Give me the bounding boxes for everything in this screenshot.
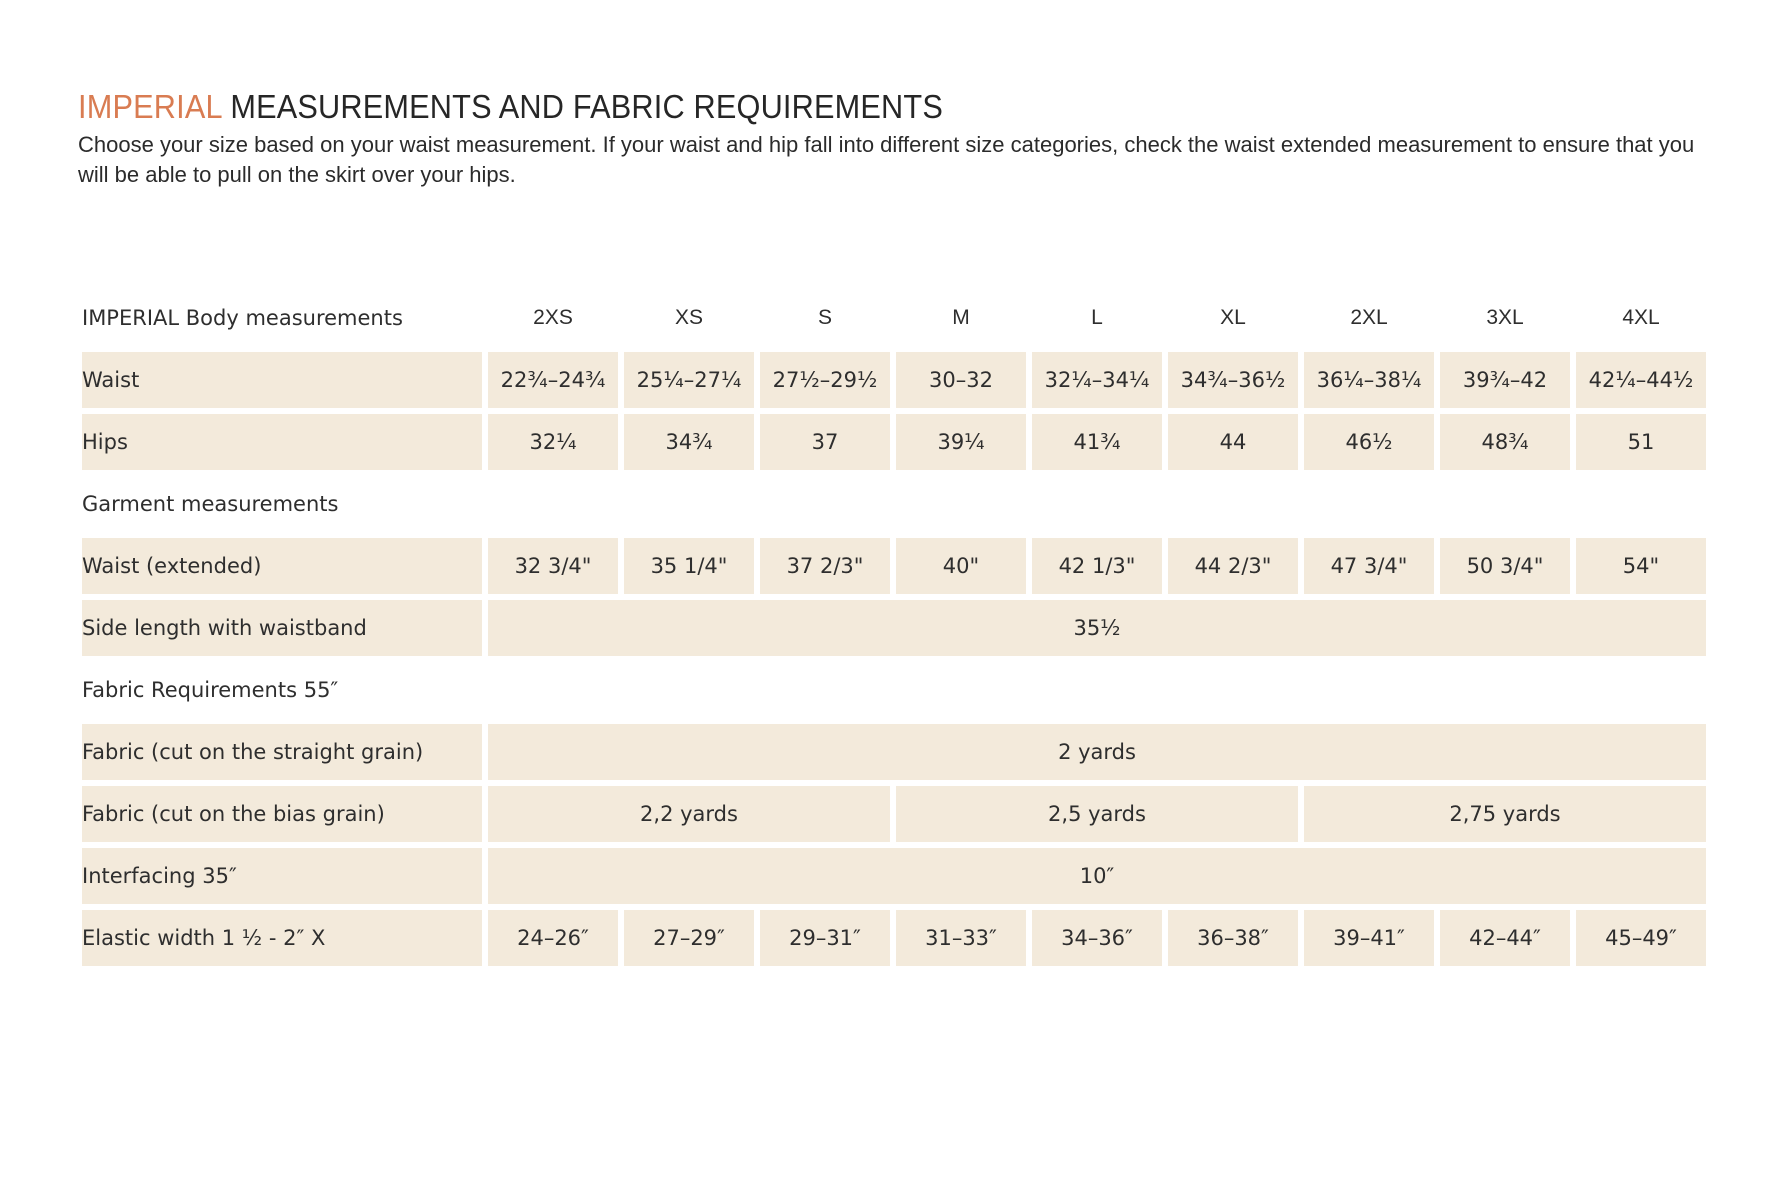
elastic-cell: 34–36″ — [1032, 910, 1162, 966]
waist-extended-cell: 44 2/3" — [1168, 538, 1298, 594]
table-row-elastic — [82, 910, 1706, 966]
hips-cell: 34¾ — [624, 414, 754, 470]
waist-cell: 42¼–44½ — [1576, 352, 1706, 408]
row-label-fabric-bias: Fabric (cut on the bias grain) — [82, 786, 482, 842]
waist-cell: 22¾–24¾ — [488, 352, 618, 408]
waist-cell: 30–32 — [896, 352, 1026, 408]
size-header-row — [82, 290, 1706, 346]
waist-extended-cell: 50 3/4" — [1440, 538, 1570, 594]
waist-extended-cell: 47 3/4" — [1304, 538, 1434, 594]
size-header: L — [1091, 306, 1103, 329]
elastic-cell: 24–26″ — [488, 910, 618, 966]
size-header: 3XL — [1486, 306, 1524, 329]
size-header: XS — [674, 306, 703, 329]
size-header: 2XS — [533, 306, 573, 329]
waist-cell: 25¼–27¼ — [624, 352, 754, 408]
row-label-fabric-straight: Fabric (cut on the straight grain) — [82, 724, 482, 780]
page-title-rest: MEASUREMENTS AND FABRIC REQUIREMENTS — [221, 88, 943, 125]
section-label-garment: Garment measurements — [82, 492, 339, 516]
intro-paragraph: Choose your size based on your waist measurement. If your waist and hip fall into different size categories, check the waist extended measurement to ensure that you will be able to pull on the skirt over your hips. — [78, 132, 1695, 187]
table-row-side-length — [82, 600, 1706, 656]
hips-cell: 39¼ — [896, 414, 1026, 470]
elastic-cell: 36–38″ — [1168, 910, 1298, 966]
row-label-side-length: Side length with waistband — [82, 600, 482, 656]
table-title: IMPERIAL Body measurements — [82, 306, 403, 330]
size-chart-body — [82, 290, 1706, 966]
table-row-waist — [82, 352, 1706, 408]
table-row-fabric-straight — [82, 724, 1706, 780]
fabric-bias-value-medium: 2,5 yards — [896, 786, 1298, 842]
hips-cell: 51 — [1576, 414, 1706, 470]
table-row-waist-extended — [82, 538, 1706, 594]
table-row-interfacing — [82, 848, 1706, 904]
section-label-fabric: Fabric Requirements 55″ — [82, 678, 339, 702]
elastic-cell: 29–31″ — [760, 910, 890, 966]
elastic-cell: 27–29″ — [624, 910, 754, 966]
page-title-accent: IMPERIAL — [78, 88, 222, 125]
fabric-bias-value-small: 2,2 yards — [488, 786, 890, 842]
waist-extended-cell: 54" — [1576, 538, 1706, 594]
hips-cell: 41¾ — [1032, 414, 1162, 470]
elastic-cell: 39–41″ — [1304, 910, 1434, 966]
hips-cell: 32¼ — [488, 414, 618, 470]
waist-cell: 39¾–42 — [1440, 352, 1570, 408]
row-label-waist-extended: Waist (extended) — [82, 538, 482, 594]
waist-cell: 34¾–36½ — [1168, 352, 1298, 408]
section-row-fabric — [82, 662, 1706, 718]
page-title — [78, 88, 943, 126]
elastic-cell: 31–33″ — [896, 910, 1026, 966]
fabric-bias-value-large: 2,75 yards — [1304, 786, 1706, 842]
side-length-value: 35½ — [488, 600, 1706, 656]
waist-extended-cell: 42 1/3" — [1032, 538, 1162, 594]
row-label-interfacing: Interfacing 35″ — [82, 848, 482, 904]
size-chart-table — [76, 284, 1712, 972]
hips-cell: 46½ — [1304, 414, 1434, 470]
interfacing-value: 10″ — [488, 848, 1706, 904]
row-label-elastic: Elastic width 1 ½ - 2″ X — [82, 910, 482, 966]
hips-cell: 48¾ — [1440, 414, 1570, 470]
table-row-hips — [82, 414, 1706, 470]
size-header: S — [817, 306, 832, 329]
elastic-cell: 42–44″ — [1440, 910, 1570, 966]
size-header: 4XL — [1622, 306, 1660, 329]
waist-extended-cell: 37 2/3" — [760, 538, 890, 594]
waist-extended-cell: 32 3/4" — [488, 538, 618, 594]
size-header: XL — [1220, 306, 1246, 329]
waist-cell: 36¼–38¼ — [1304, 352, 1434, 408]
waist-extended-cell: 35 1/4" — [624, 538, 754, 594]
row-label-waist: Waist — [82, 352, 482, 408]
size-header: 2XL — [1350, 306, 1388, 329]
size-header: M — [952, 306, 970, 329]
row-label-hips: Hips — [82, 414, 482, 470]
fabric-straight-value: 2 yards — [488, 724, 1706, 780]
elastic-cell: 45–49″ — [1576, 910, 1706, 966]
waist-cell: 27½–29½ — [760, 352, 890, 408]
waist-extended-cell: 40" — [896, 538, 1026, 594]
section-row-garment — [82, 476, 1706, 532]
hips-cell: 44 — [1168, 414, 1298, 470]
table-row-fabric-bias — [82, 786, 1706, 842]
hips-cell: 37 — [760, 414, 890, 470]
waist-cell: 32¼–34¼ — [1032, 352, 1162, 408]
